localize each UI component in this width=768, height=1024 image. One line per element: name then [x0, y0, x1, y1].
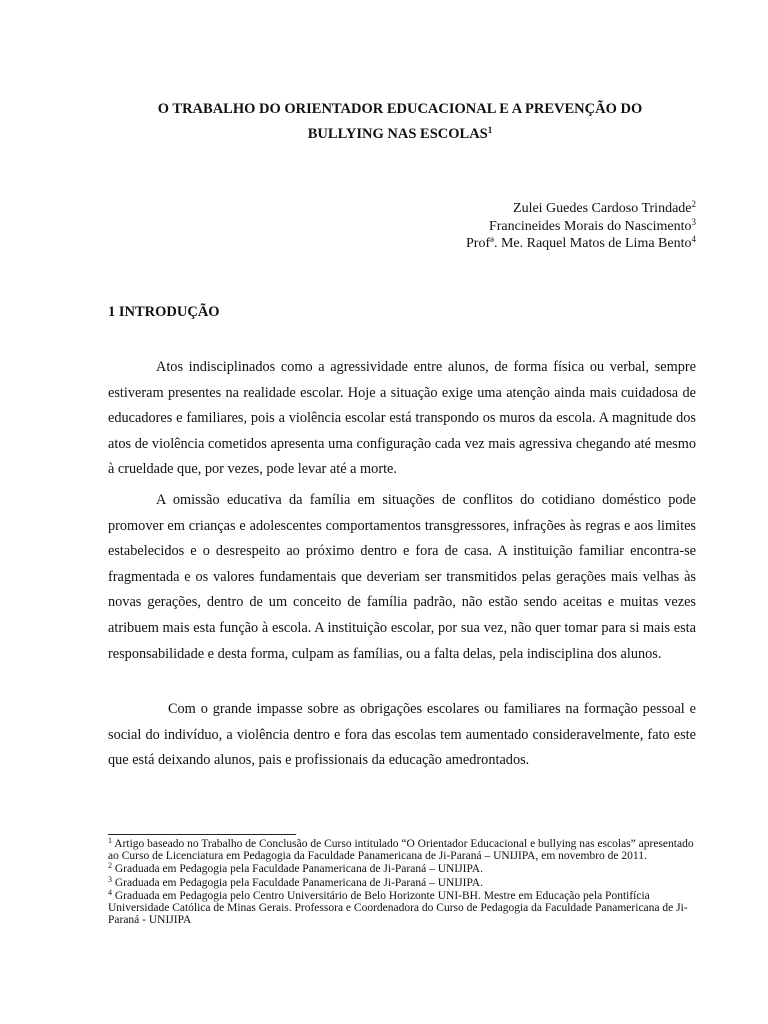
- footnote-4: [108, 887, 698, 927]
- body-paragraph-3: Com o grande impasse sobre as obrigações escolares ou familiares na formação pessoal e social do indivíduo, a violência dentro e fora das escolas tem aumentado consideravelmente, fato este que está deixando alunos, pais e profissionais da educação amedrontados.: [108, 701, 696, 769]
- footnote-3: [108, 874, 698, 889]
- author-footnote-marker: 2: [691, 199, 696, 209]
- footnote-text: Graduada em Pedagogia pelo Centro Universitário de Belo Horizonte UNI-BH. Mestre em Educação pela Pontifícia Universidade Católica de Minas Gerais. Professora e Coordenadora do Curso de Pedagogia da Faculdade Panamericana de Ji-Paraná - UNIJIPA: [108, 889, 688, 927]
- body-paragraph-1: Atos indisciplinados como a agressividade entre alunos, de forma física ou verbal, sempre estiveram presentes na realidade escolar. Hoje a situação exige uma atenção ainda mais cuidadosa de educadores e familiares, pois a violência escolar está transpondo os muros da escola. A magnitude dos atos de violência cometidos apresenta uma configuração cada vez mais agressiva chegando até mesmo à crueldade que, por vezes, pode levar até a morte.: [108, 359, 696, 478]
- footnote-text: Graduada em Pedagogia pela Faculdade Panamericana de Ji-Paraná – UNIJIPA.: [114, 863, 483, 876]
- footnote-2: [108, 863, 698, 875]
- body-paragraph-2: A omissão educativa da família em situações de conflitos do cotidiano doméstico pode promover em crianças e adolescentes comportamentos transgressores, infrações às regras e aos limites estabelecidos e o desrespeito ao próximo dentro e fora de casa. A instituição familiar encontra-se fragmentada e os valores fundamentais que deveriam ser transmitidos pelas gerações mais velhas às novas gerações, dentro de um conceito de família padrão, não estão sendo aceitas e muitas vezes atribuem mais esta função à escola. A instituição escolar, por sua vez, não quer tomar para si mais esta responsabilidade e desta forma, culpam as famílias, ou a falta delas, pela indisciplina dos alunos.: [108, 492, 696, 662]
- footnotes: [108, 838, 698, 927]
- author-2: [466, 218, 696, 236]
- section-heading: 1 INTRODUÇÃO: [108, 304, 220, 320]
- footnote-marker: 2: [108, 861, 112, 871]
- footnote-separator: [108, 834, 296, 835]
- author-name: Francineides Morais do Nascimento: [488, 218, 692, 234]
- footnote-marker: 4: [108, 887, 112, 897]
- footnote-marker: 1: [108, 836, 112, 845]
- author-name: Profª. Me. Raquel Matos de Lima Bento: [466, 236, 692, 251]
- author-name: Zulei Guedes Cardoso Trindade: [513, 201, 692, 216]
- footnote-text: Artigo baseado no Trabalho de Conclusão de Curso intitulado “O Orientador Educacional e bullying nas escolas” apresentado ao Curso de Licenciatura em Pedagogia da Faculdade Panamericana de Ji-Paraná – UNIJIPA, em novembro de 2011.: [108, 838, 694, 863]
- author-1: [466, 200, 696, 218]
- title-line-1: O TRABALHO DO ORIENTADOR EDUCACIONAL E A PREVENÇÃO DO: [157, 101, 643, 117]
- title-line-2: [90, 123, 710, 145]
- footnote-1: [108, 838, 698, 862]
- author-list: [466, 200, 696, 253]
- author-3: [466, 235, 696, 253]
- author-footnote-marker: 4: [691, 234, 696, 244]
- title-line-2-text: BULLYING NAS ESCOLAS: [307, 126, 488, 142]
- footnote-marker: 3: [108, 874, 112, 884]
- footnote-text: Graduada em Pedagogia pela Faculdade Panamericana de Ji-Paraná – UNIJIPA.: [114, 876, 483, 889]
- author-footnote-marker: 3: [691, 216, 696, 227]
- title-footnote-marker: 1: [487, 125, 493, 135]
